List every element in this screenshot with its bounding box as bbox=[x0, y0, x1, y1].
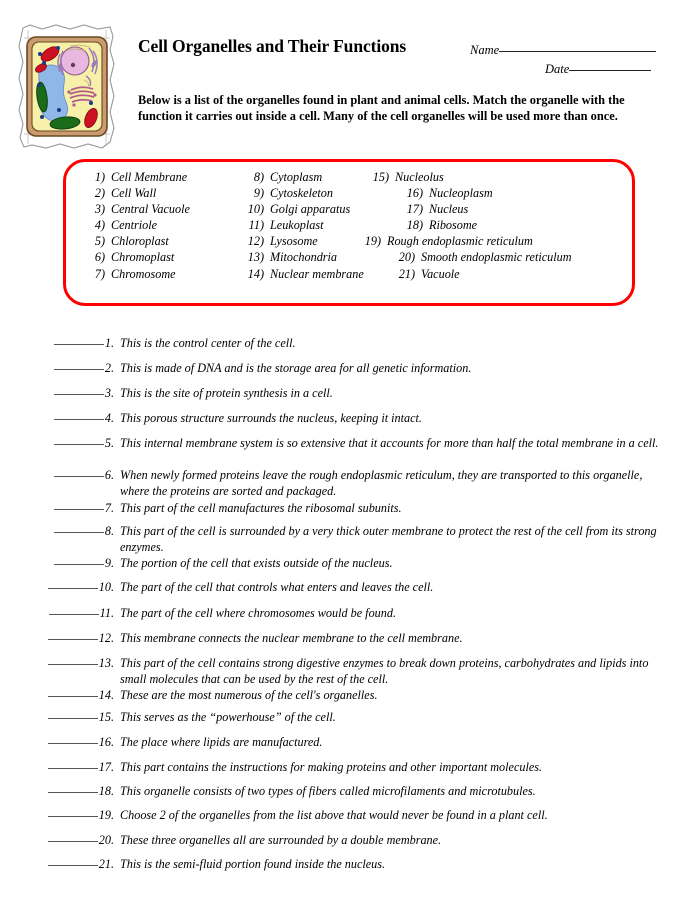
answer-blank[interactable] bbox=[36, 606, 114, 621]
organelle-item-number: 17) bbox=[406, 202, 423, 217]
answer-blank[interactable] bbox=[36, 833, 114, 848]
organelle-item-label: Cell Wall bbox=[111, 186, 157, 201]
question-text: This is the site of protein synthesis in a cell. bbox=[120, 386, 333, 400]
answer-blank-line[interactable] bbox=[54, 564, 104, 565]
organelle-item-label: Smooth endoplasmic reticulum bbox=[421, 250, 572, 265]
answer-blank[interactable] bbox=[36, 386, 114, 401]
question-row bbox=[0, 361, 700, 377]
organelle-item-label: Cytoskeleton bbox=[270, 186, 333, 201]
organelle-item bbox=[241, 185, 364, 201]
answer-blank[interactable] bbox=[36, 436, 114, 451]
answer-blank[interactable] bbox=[36, 688, 114, 703]
question-row bbox=[0, 501, 700, 517]
answer-blank[interactable] bbox=[36, 468, 114, 483]
question-text: This part of the cell manufactures the ribosomal subunits. bbox=[120, 501, 402, 515]
question-row bbox=[0, 556, 700, 572]
question-text: This porous structure surrounds the nucleus, keeping it intact. bbox=[120, 411, 422, 425]
question-text: This organelle consists of two types of fibers called microfilaments and microtubules. bbox=[120, 784, 536, 798]
question-row bbox=[0, 411, 700, 427]
organelle-item-label: Golgi apparatus bbox=[270, 202, 351, 217]
organelle-item bbox=[358, 233, 628, 249]
question-number: 4. bbox=[104, 411, 114, 425]
question-row bbox=[0, 436, 700, 452]
date-input-line[interactable] bbox=[569, 70, 651, 71]
question-number: 16. bbox=[98, 735, 114, 749]
answer-blank-line[interactable] bbox=[48, 696, 98, 697]
question-row bbox=[0, 784, 700, 800]
organelle-item-number: 19) bbox=[364, 234, 381, 249]
answer-blank[interactable] bbox=[36, 656, 114, 671]
organelle-item-label: Cell Membrane bbox=[111, 170, 188, 184]
organelle-columns bbox=[66, 169, 632, 310]
answer-blank-line[interactable] bbox=[48, 865, 98, 866]
question-row bbox=[0, 857, 700, 873]
question-row bbox=[0, 524, 700, 555]
answer-blank-line[interactable] bbox=[54, 344, 104, 345]
question-text: This internal membrane system is so extensive that it accounts for more than half the total membrane in a cell. bbox=[120, 436, 659, 450]
question-text: When newly formed proteins leave the rough endoplasmic reticulum, they are transported to this organelle, where the proteins are sorted and packaged. bbox=[120, 468, 643, 498]
question-text: This membrane connects the nuclear membrane to the cell membrane. bbox=[120, 631, 463, 645]
organelle-item bbox=[366, 169, 628, 185]
organelle-item-label: Vacuole bbox=[421, 266, 460, 281]
organelle-item-label: Mitochondria bbox=[270, 250, 338, 265]
organelle-item bbox=[84, 217, 190, 233]
answer-blank-line[interactable] bbox=[54, 509, 104, 510]
organelle-item-label: Nucleolus bbox=[395, 170, 444, 184]
question-number: 9. bbox=[104, 556, 114, 570]
organelle-item-number: 14) bbox=[247, 266, 264, 281]
question-row bbox=[0, 688, 700, 704]
organelle-item-number: 7) bbox=[94, 266, 105, 281]
answer-blank-line[interactable] bbox=[54, 476, 104, 477]
organelle-item-number: 11) bbox=[248, 218, 264, 233]
organelle-item-number: 18) bbox=[406, 218, 423, 233]
organelle-item bbox=[241, 217, 364, 233]
organelle-item-label: Rough endoplasmic reticulum bbox=[387, 234, 533, 249]
question-number: 5. bbox=[104, 436, 114, 450]
organelle-item bbox=[84, 169, 190, 185]
name-input-line[interactable] bbox=[499, 51, 656, 52]
name-label: Name bbox=[470, 43, 500, 57]
answer-blank[interactable] bbox=[36, 524, 114, 539]
organelle-item bbox=[84, 249, 190, 265]
question-number: 3. bbox=[104, 386, 114, 400]
organelle-item-number: 21) bbox=[398, 266, 415, 281]
question-row bbox=[0, 631, 700, 647]
question-text: The part of the cell where chromosomes would be found. bbox=[120, 606, 396, 620]
plant-cell-diagram bbox=[18, 24, 116, 151]
question-row bbox=[0, 656, 700, 687]
question-text: These three organelles all are surrounded by a double membrane. bbox=[120, 833, 442, 847]
organelle-item-number: 10) bbox=[247, 202, 264, 217]
organelle-item bbox=[241, 249, 364, 265]
question-text: This is the control center of the cell. bbox=[120, 336, 296, 350]
question-number: 15. bbox=[98, 710, 114, 724]
organelle-item-label: Nucleoplasm bbox=[429, 186, 493, 201]
name-field-row bbox=[470, 43, 656, 58]
organelle-item-number: 2) bbox=[94, 186, 105, 201]
organelle-item-number: 8) bbox=[253, 170, 264, 184]
question-text: The portion of the cell that exists outside of the nucleus. bbox=[120, 556, 393, 570]
page-title: Cell Organelles and Their Functions bbox=[138, 36, 407, 56]
question-text: This part contains the instructions for making proteins and other important molecules. bbox=[120, 760, 543, 774]
organelle-item-label: Lysosome bbox=[270, 234, 318, 249]
answer-blank[interactable] bbox=[36, 631, 114, 646]
question-row bbox=[0, 580, 700, 596]
organelle-item-label: Chromoplast bbox=[111, 250, 175, 265]
answer-blank-line[interactable] bbox=[48, 816, 98, 817]
organelle-item-number: 15) bbox=[372, 170, 389, 184]
question-number: 21. bbox=[98, 857, 114, 871]
answer-blank[interactable] bbox=[36, 580, 114, 595]
question-row bbox=[0, 386, 700, 402]
answer-blank-line[interactable] bbox=[48, 768, 98, 769]
organelle-item bbox=[400, 185, 628, 201]
answer-blank-line[interactable] bbox=[48, 718, 98, 719]
answer-blank[interactable] bbox=[36, 760, 114, 775]
question-text: This is the semi-fluid portion found inside the nucleus. bbox=[120, 857, 386, 871]
organelle-item-number: 9) bbox=[253, 186, 264, 201]
question-number: 12. bbox=[98, 631, 114, 645]
organelle-item-number: 16) bbox=[406, 186, 423, 201]
answer-blank-line[interactable] bbox=[54, 369, 104, 370]
answer-blank-line[interactable] bbox=[48, 588, 98, 589]
question-number: 20. bbox=[98, 833, 114, 847]
organelle-item bbox=[392, 266, 628, 282]
organelle-item bbox=[400, 201, 628, 217]
organelle-item-number: 13) bbox=[247, 250, 264, 265]
answer-blank[interactable] bbox=[36, 735, 114, 750]
organelle-item bbox=[241, 201, 364, 217]
answer-blank-line[interactable] bbox=[48, 792, 98, 793]
answer-blank-line[interactable] bbox=[54, 419, 104, 420]
answer-blank[interactable] bbox=[36, 784, 114, 799]
organelle-item bbox=[241, 169, 364, 185]
question-text: This part of the cell contains strong digestive enzymes to break down proteins, carbohydrates and lipids into small molecules that can be used by the rest of the cell. bbox=[120, 656, 649, 686]
organelle-item-label: Nucleus bbox=[429, 202, 469, 217]
organelle-column-2 bbox=[241, 169, 364, 282]
organelle-item-number: 4) bbox=[94, 218, 105, 233]
organelle-item-label: Leukoplast bbox=[270, 218, 324, 233]
organelle-item-number: 6) bbox=[94, 250, 105, 265]
organelle-item-number: 12) bbox=[247, 234, 264, 249]
organelle-column-3 bbox=[366, 169, 628, 282]
date-field-row bbox=[545, 62, 651, 77]
answer-blank[interactable] bbox=[36, 361, 114, 376]
question-number: 1. bbox=[104, 336, 114, 350]
question-row bbox=[0, 760, 700, 776]
answer-blank[interactable] bbox=[36, 411, 114, 426]
question-row bbox=[0, 833, 700, 849]
question-text: This part of the cell is surrounded by a very thick outer membrane to protect the rest of the cell from its strong enzymes. bbox=[120, 524, 657, 554]
question-text: The part of the cell that controls what enters and leaves the cell. bbox=[120, 580, 434, 594]
question-number: 11. bbox=[99, 606, 114, 620]
organelle-item-number: 1) bbox=[94, 170, 105, 184]
question-number: 6. bbox=[104, 468, 114, 482]
question-number: 19. bbox=[98, 808, 114, 822]
answer-blank[interactable] bbox=[36, 710, 114, 725]
answer-blank[interactable] bbox=[36, 336, 114, 351]
organelle-item-label: Nuclear membrane bbox=[270, 266, 364, 281]
answer-blank-line[interactable] bbox=[48, 664, 98, 665]
question-number: 2. bbox=[104, 361, 114, 375]
answer-blank[interactable] bbox=[36, 556, 114, 571]
question-text: These are the most numerous of the cell's organelles. bbox=[120, 688, 378, 702]
worksheet-header bbox=[0, 0, 700, 155]
answer-blank[interactable] bbox=[36, 501, 114, 516]
organelle-item bbox=[84, 185, 190, 201]
answer-blank-line[interactable] bbox=[54, 394, 104, 395]
organelle-item-number: 3) bbox=[94, 202, 105, 217]
organelle-item-label: Centriole bbox=[111, 218, 158, 233]
organelle-item-label: Central Vacuole bbox=[111, 202, 190, 217]
question-row bbox=[0, 710, 700, 726]
organelle-item-label: Cytoplasm bbox=[270, 170, 323, 184]
organelle-item-label: Chromosome bbox=[111, 266, 176, 281]
question-number: 8. bbox=[104, 524, 114, 538]
organelle-column-1 bbox=[84, 169, 190, 282]
answer-blank-line[interactable] bbox=[54, 532, 104, 533]
question-number: 14. bbox=[98, 688, 114, 702]
date-label: Date bbox=[545, 62, 570, 76]
organelle-item bbox=[400, 217, 628, 233]
organelle-item-label: Ribosome bbox=[429, 218, 478, 233]
question-number: 13. bbox=[98, 656, 114, 670]
organelle-item bbox=[84, 201, 190, 217]
answer-blank[interactable] bbox=[36, 857, 114, 872]
organelle-item bbox=[241, 233, 364, 249]
answer-blank-line[interactable] bbox=[48, 639, 98, 640]
organelle-item-label: Chloroplast bbox=[111, 234, 169, 249]
organelle-item bbox=[84, 266, 190, 282]
question-row bbox=[0, 808, 700, 824]
question-row bbox=[0, 336, 700, 352]
organelle-item bbox=[84, 233, 190, 249]
answer-blank-line[interactable] bbox=[48, 743, 98, 744]
question-text: This is made of DNA and is the storage area for all genetic information. bbox=[120, 361, 472, 375]
question-text: Choose 2 of the organelles from the list above that would never be found in a plant cell. bbox=[120, 808, 548, 822]
question-row bbox=[0, 468, 700, 499]
answer-blank-line[interactable] bbox=[54, 444, 104, 445]
answer-blank-line[interactable] bbox=[49, 614, 99, 615]
question-text: The place where lipids are manufactured. bbox=[120, 735, 323, 749]
organelle-item-number: 20) bbox=[398, 250, 415, 265]
question-number: 10. bbox=[98, 580, 114, 594]
instructions-paragraph: Below is a list of the organelles found in plant and animal cells. Match the organelle with the function it carries out inside a cell. Many of the cell organelles will be used more than once. bbox=[138, 93, 625, 124]
answer-blank-line[interactable] bbox=[48, 841, 98, 842]
question-row bbox=[0, 606, 700, 622]
organelle-item-number: 5) bbox=[94, 234, 105, 249]
answer-blank[interactable] bbox=[36, 808, 114, 823]
question-number: 17. bbox=[98, 760, 114, 774]
organelle-list-box bbox=[63, 159, 635, 306]
question-text: This serves as the “powerhouse” of the cell. bbox=[120, 710, 336, 724]
organelle-item bbox=[241, 266, 364, 282]
question-row bbox=[0, 735, 700, 751]
organelle-item bbox=[392, 249, 628, 265]
question-number: 18. bbox=[98, 784, 114, 798]
question-number: 7. bbox=[104, 501, 114, 515]
